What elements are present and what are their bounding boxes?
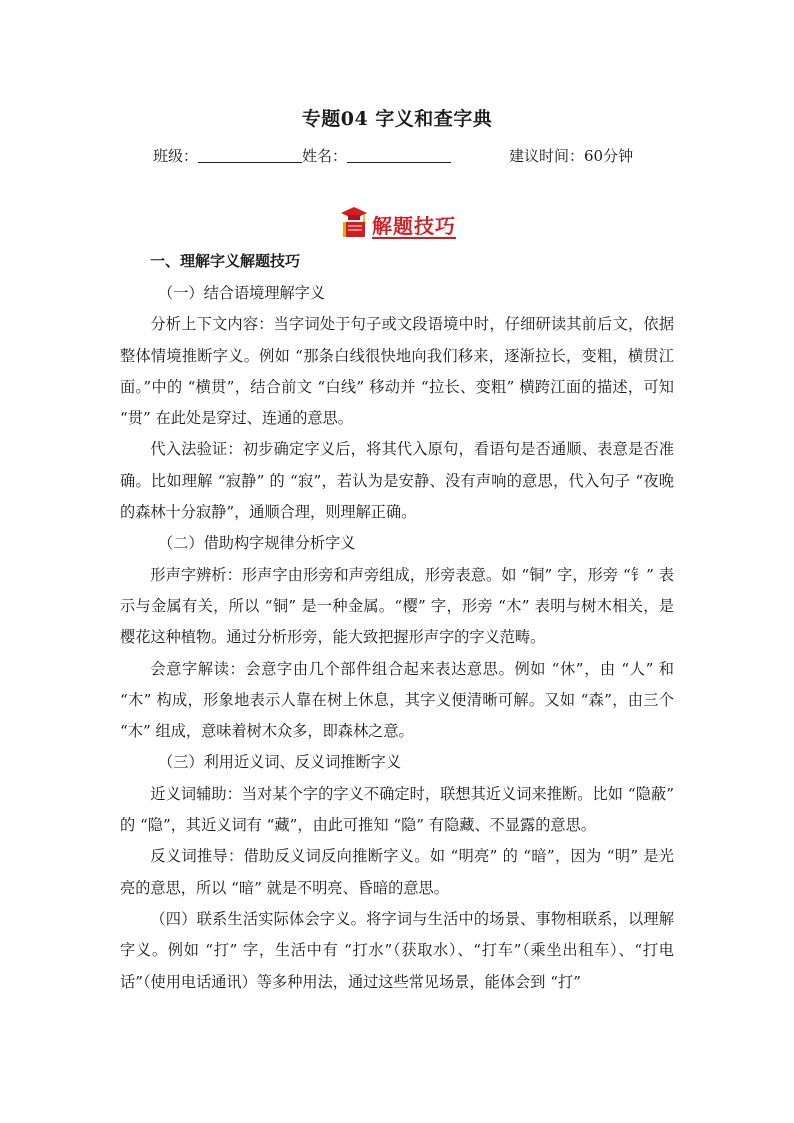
class-label: 班级： — [153, 147, 199, 165]
subheading: （一）结合语境理解字义 — [158, 284, 326, 302]
paragraph: 会意字解读：会意字由几个部件组合起来表达意思。例如 “休”，由 “人” 和 “木” 构成，形象地表示人靠在树上休息，其字义便清晰可解。又如 “森”，由三个 “木” 组成，意味着树木众多，即森林之意。 — [120, 659, 674, 741]
heading-understanding-meaning: 一、理解字义解题技巧 — [150, 252, 301, 270]
student-info-line — [153, 145, 673, 167]
name-label: 姓名： — [302, 147, 348, 165]
class-blank — [198, 147, 302, 163]
paragraph: 形声字辨析：形声字由形旁和声旁组成，形旁表意。如 “铜” 字，形旁 “钅” 表示与金属有关，所以 “铜” 是一种金属。“樱” 字，形旁 “木” 表明与树木相关，是樱花这种植物。通过分析形旁，能大致把握形声字的字义范畴。 — [120, 565, 674, 647]
section-header — [0, 206, 794, 242]
body-content — [120, 278, 674, 998]
subheading: （三）利用近义词、反义词推断字义 — [158, 753, 401, 772]
suggested-time: 建议时间：60分钟 — [509, 147, 634, 165]
paragraph: 近义词辅助：当对某个字的字义不确定时，联想其近义词来推断。比如 “隐蔽” 的 “隐”，其近义词有 “藏”，由此可推知 “隐” 有隐藏、不显露的意思。 — [120, 784, 674, 835]
paragraph: 反义词推导：借助反义词反向推断字义。如 “明亮” 的 “暗”，因为 “明” 是光亮的意思，所以 “暗” 就是不明亮、昏暗的意思。 — [120, 847, 674, 897]
section-title: 解题技巧 — [372, 214, 456, 238]
paragraph: （四）联系生活实际体会字义。将字词与生活中的场景、事物相联系，以理解字义。例如 “打” 字，生活中有 “打水”（获取水）、“打车”（乘坐出租车）、“打电话”（使用电话通讯）等多种用法，通过这些常见场景，能体会到 “打” — [120, 909, 674, 991]
graduation-book-icon — [340, 206, 368, 238]
name-blank — [347, 147, 451, 163]
subheading: （二）借助构字规律分析字义 — [158, 534, 356, 553]
paragraph: 代入法验证：初步确定字义后，将其代入原句，看语句是否通顺、表意是否准确。比如理解 “寂静” 的 “寂”，若认为是安静、没有声响的意思，代入句子 “夜晚的森林十分寂静”，通顺合理，则理解正确。 — [120, 440, 674, 522]
paragraph: 分析上下文内容：当字词处于句子或文段语境中时，仔细研读其前后文，依据整体情境推断字义。例如 “那条白线很快地向我们移来，逐渐拉长，变粗，横贯江面。”中的 “横贯”，结合前文 “白线” 移动并 “拉长、变粗” 横跨江面的描述，可知 “贯” 在此处是穿过、连通的意思。 — [120, 315, 674, 428]
page-title: 专题04 字义和查字典 — [301, 108, 493, 130]
